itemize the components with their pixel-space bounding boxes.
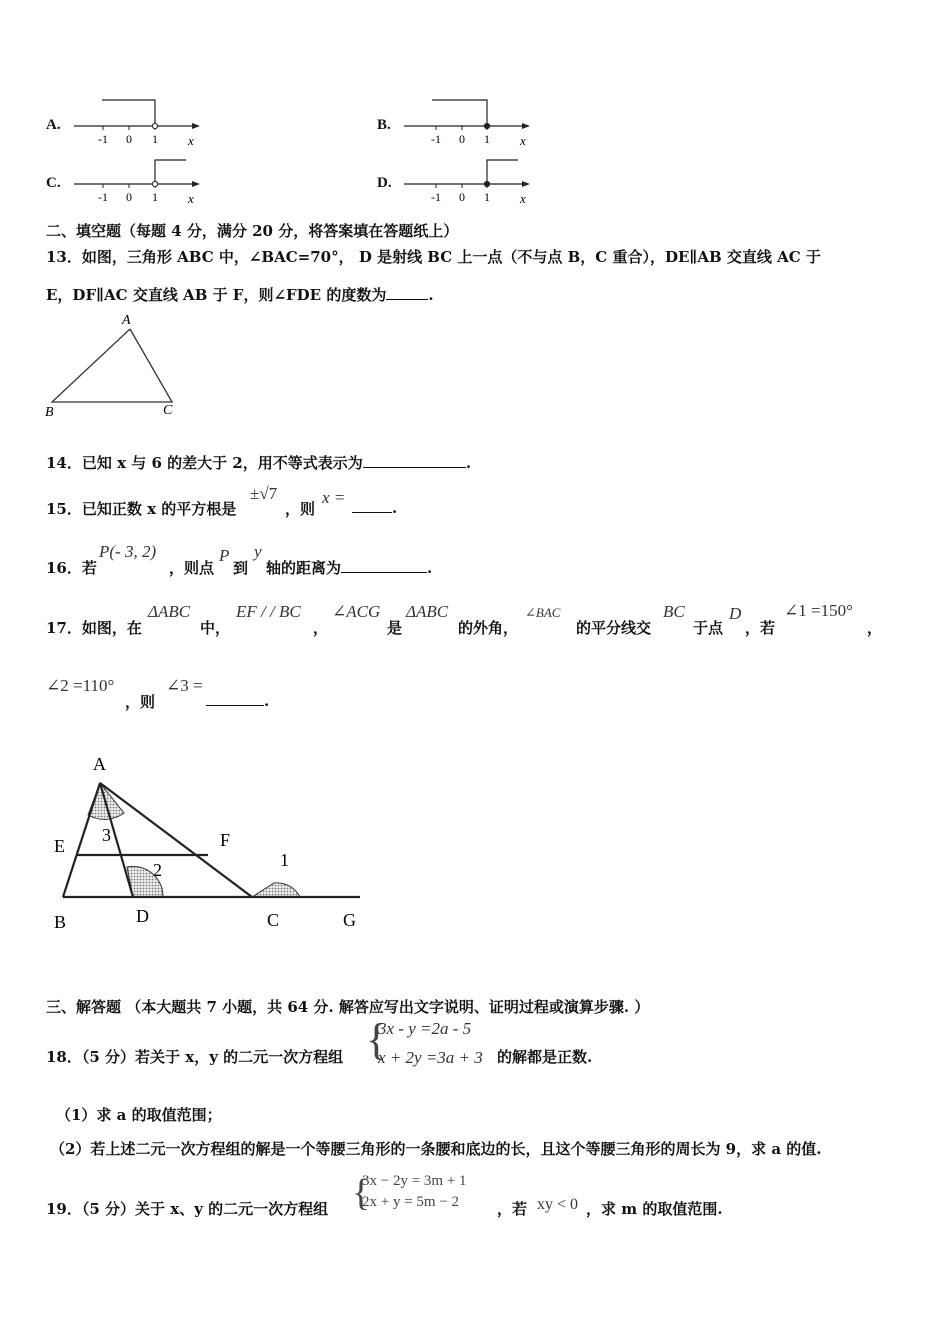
q17-ef: EF / / BC bbox=[236, 602, 301, 621]
q17-end: . bbox=[264, 692, 270, 710]
q13-line2-text: E，DF∥AC 交直线 AB 于 F，则∠FDE 的度数为 bbox=[46, 286, 387, 304]
q14-end: . bbox=[465, 454, 472, 472]
q17-t9: ，则 bbox=[125, 693, 156, 711]
option-b-numberline bbox=[400, 96, 540, 150]
q16-post-wrap bbox=[266, 557, 432, 578]
q16-post: 轴的距离为 bbox=[266, 559, 342, 577]
tick-label: 0 bbox=[459, 190, 465, 204]
q17-blank-wrap bbox=[206, 691, 269, 710]
q15-blank-wrap bbox=[352, 498, 397, 517]
fig17-label-d: D bbox=[136, 906, 149, 926]
q17-answer-blank bbox=[206, 691, 264, 706]
q14-answer-blank bbox=[363, 453, 466, 468]
option-a-label: A. bbox=[46, 117, 61, 133]
q16-y: y bbox=[254, 542, 262, 561]
q16-point: P(- 3, 2) bbox=[99, 542, 157, 561]
q16-mid1: ，则点 bbox=[169, 559, 215, 577]
q13-answer-blank bbox=[386, 285, 428, 300]
option-b-label: B. bbox=[377, 117, 391, 133]
q17-t4: 的外角， bbox=[458, 619, 519, 637]
axis-label: x bbox=[520, 133, 526, 148]
axis-label: x bbox=[520, 191, 526, 206]
fig17-label-f: F bbox=[220, 830, 231, 850]
q17-bc: BC bbox=[663, 602, 685, 621]
q17-tri1: ΔABC bbox=[148, 602, 191, 621]
q15-root: ±√7 bbox=[250, 484, 278, 503]
fig17-label-b: B bbox=[54, 912, 67, 932]
q16-p: P bbox=[219, 546, 230, 565]
tick-label: 0 bbox=[459, 132, 465, 146]
q17-figure bbox=[40, 740, 380, 940]
q18-eq1: 3x - y =2a - 5 bbox=[378, 1019, 472, 1038]
q15-pre: 15．已知正数 x 的平方根是 bbox=[46, 500, 237, 518]
fig17-angle-1: 1 bbox=[280, 850, 289, 870]
option-c-label: C. bbox=[46, 175, 61, 191]
q17-acg: ∠ACG bbox=[332, 602, 381, 621]
fig17-label-a: A bbox=[93, 754, 106, 774]
q19-brace: { bbox=[352, 1172, 371, 1214]
q17-t3: 是 bbox=[387, 619, 403, 637]
tick-label: 1 bbox=[152, 190, 158, 204]
q17-t2: ， bbox=[313, 619, 329, 637]
q18-part1: （1）求 a 的取值范围； bbox=[56, 1106, 222, 1124]
q17-tri2: ΔABC bbox=[406, 602, 449, 621]
q15-answer-blank bbox=[352, 498, 392, 513]
q16-end: . bbox=[427, 559, 433, 577]
fig17-label-g: G bbox=[343, 910, 356, 930]
q13-line2 bbox=[46, 284, 434, 305]
fig17-angle-3: 3 bbox=[102, 825, 111, 845]
q17-t5: 的平分线交 bbox=[576, 619, 652, 637]
tick-label: 1 bbox=[152, 132, 158, 146]
q13-end: . bbox=[428, 286, 434, 304]
q18-part2: （2）若上述二元一次方程组的解是一个等腰三角形的一条腰和底边的长，且这个等腰三角形的周长为 9，求 a 的值. bbox=[50, 1140, 822, 1158]
q16-pre: 16．若 bbox=[46, 559, 97, 577]
q19-pre: 19．（5 分）关于 x、y 的二元一次方程组 bbox=[46, 1200, 329, 1218]
fig17-label-c: C bbox=[267, 910, 280, 930]
q19-eq2: 2x + y = 5m − 2 bbox=[362, 1194, 460, 1210]
option-a-numberline bbox=[70, 96, 210, 150]
q17-d: D bbox=[729, 604, 742, 623]
axis-label: x bbox=[188, 191, 194, 206]
q19-post: ，求 m 的取值范围. bbox=[586, 1200, 723, 1218]
fig13-label-a: A bbox=[122, 313, 131, 328]
q16-answer-blank bbox=[341, 558, 427, 573]
q17-t1: 中， bbox=[200, 619, 231, 637]
fig17-label-e: E bbox=[54, 836, 65, 856]
q19-eq1: 3x − 2y = 3m + 1 bbox=[362, 1173, 467, 1189]
section2-heading: 二、填空题（每题 4 分，满分 20 分，将答案填在答题纸上） bbox=[46, 222, 459, 240]
q18-pre: 18．（5 分）若关于 x，y 的二元一次方程组 bbox=[46, 1048, 344, 1066]
fig13-label-c: C bbox=[163, 403, 173, 418]
fig13-label-b: B bbox=[45, 405, 54, 420]
section3-heading: 三、解答题 （本大题共 7 小题，共 64 分. 解答应写出文字说明、证明过程或演算步骤. ） bbox=[46, 998, 650, 1016]
q15-mid: ，则 bbox=[285, 500, 316, 518]
tick-label: -1 bbox=[98, 132, 108, 146]
q18-eq2: x + 2y =3a + 3 bbox=[378, 1048, 483, 1067]
q17-t7: ，若 bbox=[745, 619, 776, 637]
tick-label: 0 bbox=[126, 132, 132, 146]
q18-post: 的解都是正数. bbox=[497, 1048, 593, 1066]
tick-label: -1 bbox=[98, 190, 108, 204]
q17-angle1: ∠1 =150° bbox=[784, 601, 853, 620]
option-c-numberline bbox=[70, 154, 210, 208]
option-d-label: D. bbox=[377, 175, 392, 191]
q13-line1: 13．如图，三角形 ABC 中，∠BAC=70°， D 是射线 BC 上一点（不与点 B，C 重合），DE∥AB 交直线 AC 于 bbox=[46, 248, 821, 266]
tick-label: 1 bbox=[484, 132, 490, 146]
q17-t8: ， bbox=[867, 619, 883, 637]
tick-label: -1 bbox=[431, 132, 441, 146]
q17-t6: 于点 bbox=[693, 619, 724, 637]
axis-label: x bbox=[188, 133, 194, 148]
tick-label: -1 bbox=[431, 190, 441, 204]
q18-brace: { bbox=[366, 1015, 388, 1064]
q17-angle3: ∠3 = bbox=[166, 676, 203, 695]
q17-pre: 17．如图，在 bbox=[46, 619, 142, 637]
tick-label: 1 bbox=[484, 190, 490, 204]
option-d-numberline bbox=[400, 154, 540, 208]
q19-cond: xy < 0 bbox=[537, 1196, 579, 1213]
q14 bbox=[46, 452, 471, 473]
tick-label: 0 bbox=[126, 190, 132, 204]
q15-end: . bbox=[392, 499, 398, 517]
fig17-angle-2: 2 bbox=[153, 860, 162, 880]
q15-var: x = bbox=[322, 488, 346, 507]
q14-text: 14．已知 x 与 6 的差大于 2，用不等式表示为 bbox=[46, 454, 363, 472]
q17-angle2: ∠2 =110° bbox=[46, 676, 115, 695]
q19-mid: ，若 bbox=[497, 1200, 528, 1218]
q17-bac: ∠BAC bbox=[525, 605, 561, 620]
q16-mid2: 到 bbox=[233, 559, 249, 577]
q13-triangle-figure bbox=[42, 310, 192, 422]
